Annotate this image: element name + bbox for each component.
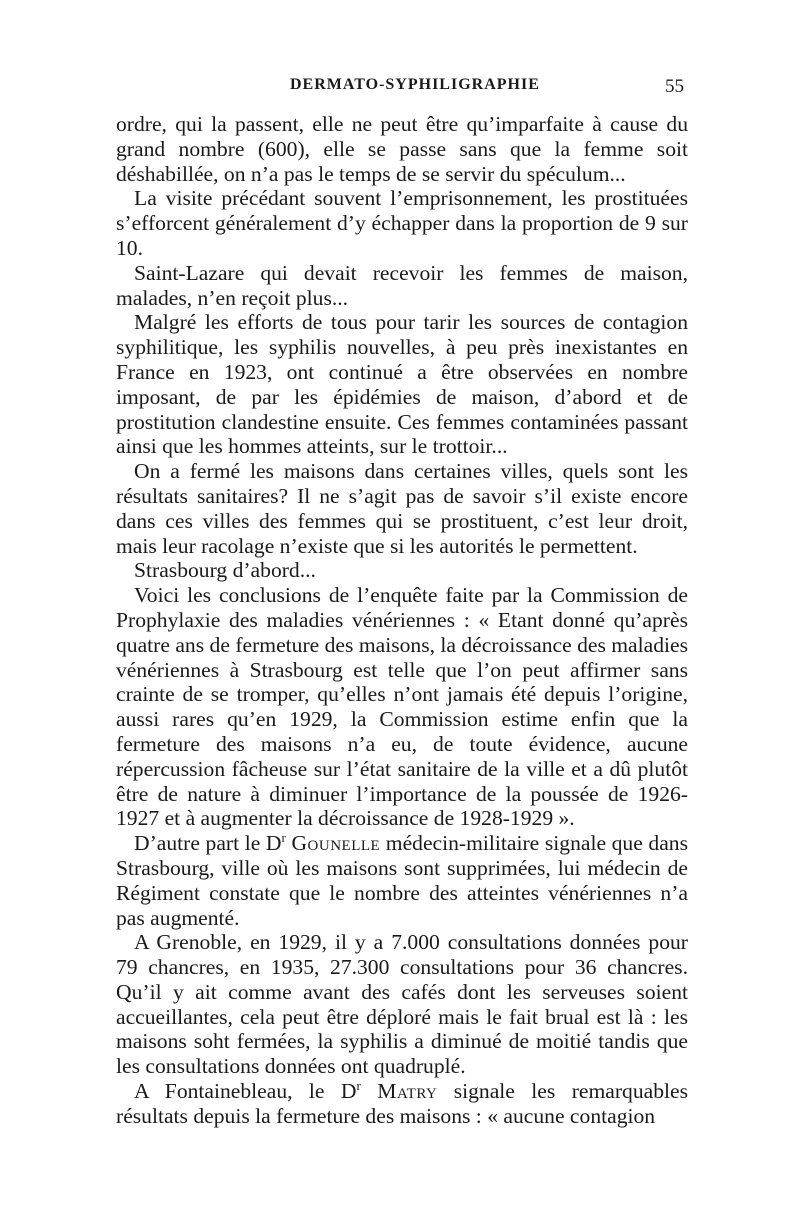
paragraph-7: Voici les conclusions de l’enquête faite par la Commission de Prophylaxie des maladies vénériennes : « Etant donné qu’après quatre ans de fermeture des maisons, la décroissance des maladies vénériennes à Strasbourg est telle que l’on peut affirmer sans crainte de se tromper, qu’elles n’ont jamais été depuis l’origine, aussi rares qu’en 1929, la Commission estime enfin que la fermeture des maisons n’a eu, de toute évidence, aucune répercussion fâcheuse sur l’état sanitaire de la ville et a dû plutôt être de nature à diminuer l’importance de la poussée de 1926-1927 et à augmenter la décroissance de 1928-1929 ». bbox=[116, 583, 689, 831]
doctor-abbrev-sup: r bbox=[281, 829, 286, 845]
paragraph-2: La visite précédant souvent l’emprisonnement, les prostituées s’efforcent généralement d’y échapper dans la proportion de 9 sur 10. bbox=[116, 186, 688, 260]
person-name-matry: Matry bbox=[377, 1079, 438, 1104]
paragraph-8 bbox=[116, 831, 688, 930]
paragraph-8-rest: médecin-militaire signale que dans Strasbourg, ville où les maisons sont supprimées, lui médecin de Régiment constate que le nombre des atteintes vénériennes n’a pas augmenté. bbox=[116, 831, 688, 930]
paragraph-1: ordre, qui la passent, elle ne peut être qu’imparfaite à cause du grand nombre (600), elle se passe sans que la femme soit déshabillée, on n’a pas le temps de se servir du spéculum... bbox=[116, 112, 688, 186]
paragraph-4: Malgré les efforts de tous pour tarir les sources de contagion syphilitique, les syphilis nouvelles, à peu près inexistantes en France en 1923, ont continué a être observées en nombre imposant, de par les épidémies de maison, d’abord et de prostitution clandestine ensuite. Ces femmes contaminées passant ainsi que les hommes atteints, sur le trottoir... bbox=[116, 310, 688, 459]
person-name-gounelle: Gounelle bbox=[291, 831, 381, 856]
paragraph-10-rest: signale les remarquables résultats depuis la fermeture des maisons : « aucune contagion bbox=[116, 1079, 688, 1128]
doctor-abbrev-sup: r bbox=[356, 1077, 361, 1093]
paragraph-3: Saint-Lazare qui devait recevoir les femmes de maison, malades, n’en reçoit plus... bbox=[116, 260, 688, 310]
page-header bbox=[116, 76, 684, 102]
paragraph-10-start: A Fontainebleau, le D bbox=[134, 1079, 357, 1104]
paragraph-9: A Grenoble, en 1929, il y a 7.000 consultations données pour 79 chancres, en 1935, 27.300 consultations pour 36 chancres. Qu’il y ait comme avant des cafés dont les serveuses soient accueillantes, cela peut être déploré mais le fait brual est là : les maisons soht fermées, la syphilis a diminué de moitié tandis que les consultations données ont quadruplé. bbox=[116, 930, 688, 1079]
paragraph-8-start: D’autre part le D bbox=[134, 831, 282, 856]
page-number: 55 bbox=[665, 76, 684, 97]
running-head: DERMATO-SYPHILIGRAPHIE bbox=[290, 76, 540, 93]
paragraph-10 bbox=[116, 1079, 688, 1129]
page-body bbox=[116, 112, 688, 1129]
paragraph-5: On a fermé les maisons dans certaines villes, quels sont les résultats sanitaires? Il ne s’agit pas de savoir s’il existe encore dans ces villes des femmes qui se prostituent, c’est leur droit, mais leur racolage n’existe que si les autorités le permettent. bbox=[116, 459, 688, 558]
paragraph-6: Strasbourg d’abord... bbox=[134, 558, 316, 583]
